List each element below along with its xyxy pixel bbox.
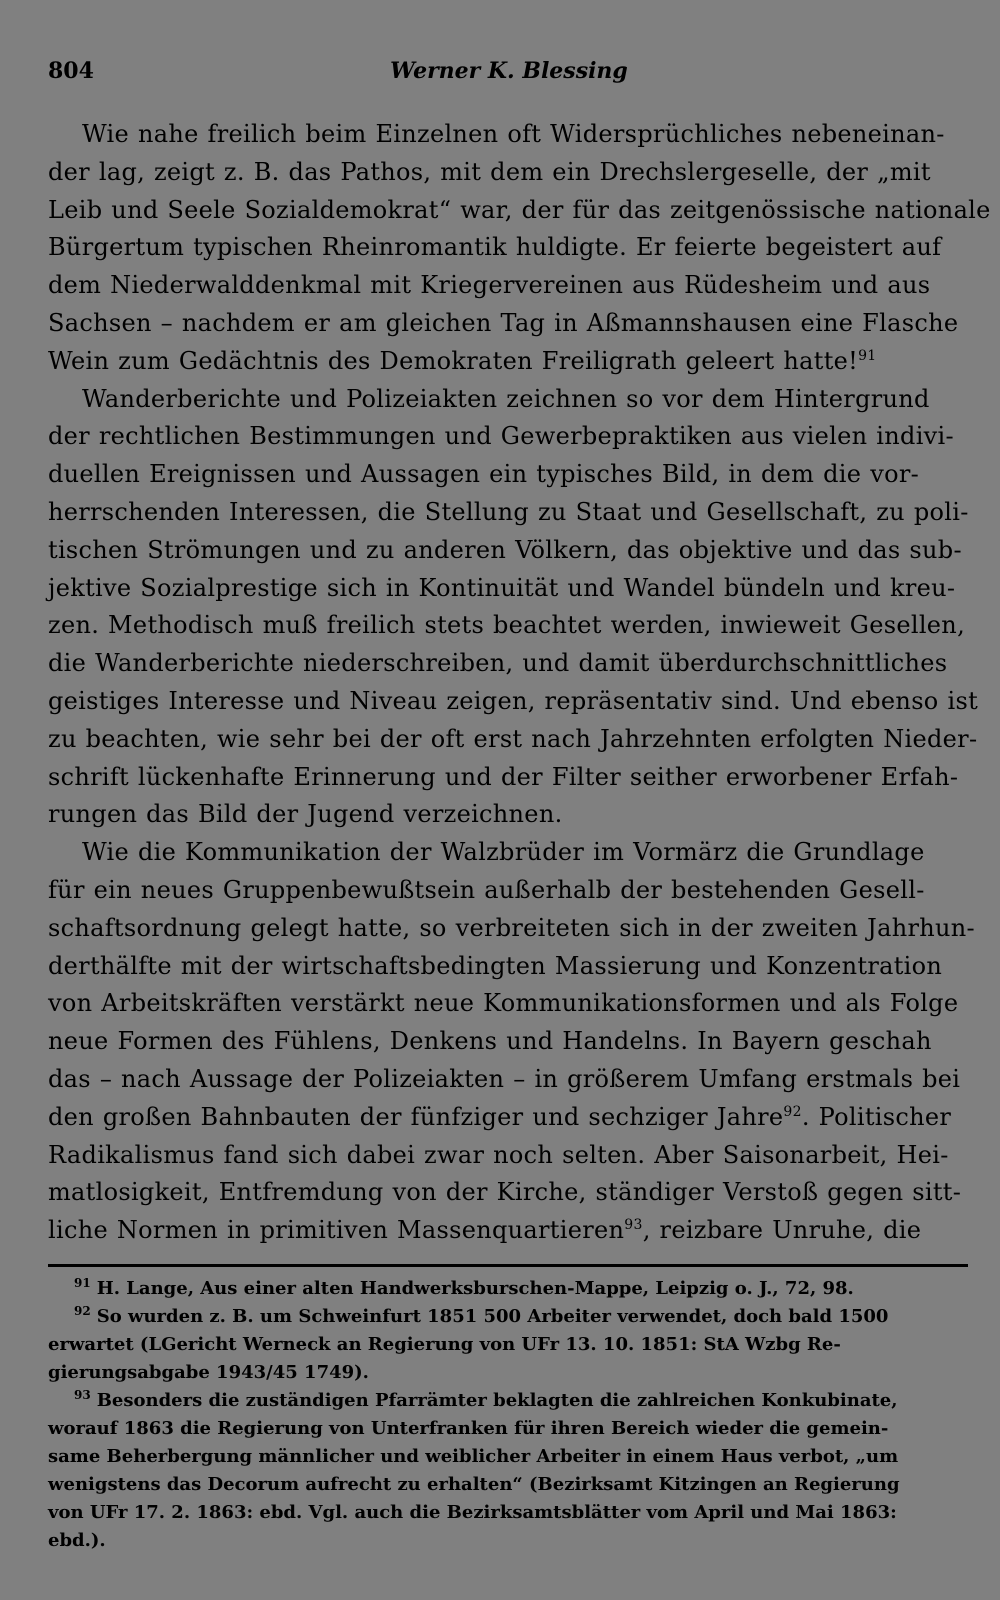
text-line	[48, 381, 970, 419]
footnote-line	[48, 1527, 970, 1555]
footnote-text: same Beherbergung männlicher und weiblicher Arbeiter in einem Haus verbot, „um	[48, 1445, 899, 1467]
text-line-content: zu beachten, wie sehr bei der oft erst nach Jahrzehnten erfolgten Nieder-	[48, 724, 978, 753]
footnote-marker: 92	[74, 1303, 91, 1318]
text-line-content: Bürgertum typischen Rheinromantik huldigte. Er feierte begeistert auf	[48, 233, 942, 262]
text-line-content: schrift lückenhafte Erinnerung und der Filter seither erworbener Erfah-	[48, 762, 959, 791]
text-line	[48, 229, 970, 267]
footnote-text: gierungsabgabe 1943/45 1749).	[48, 1361, 369, 1383]
footnote-line	[48, 1331, 970, 1359]
text-line	[48, 645, 970, 683]
text-line-content: die Wanderberichte niederschreiben, und damit überdurchschnittliches	[48, 649, 948, 678]
text-line-content: matlosigkeit, Entfremdung von der Kirche, ständiger Verstoß gegen sitt-	[48, 1178, 962, 1207]
footnote-line	[48, 1499, 970, 1527]
text-line-content: Wein zum Gedächtnis des Demokraten Freiligrath geleert hatte!	[48, 346, 859, 375]
footnote-text: H. Lange, Aus einer alten Handwerksburschen-Mappe, Leipzig o. J., 72, 98.	[96, 1277, 854, 1299]
text-line	[48, 192, 991, 230]
text-line-content: tischen Strömungen und zu anderen Völkern, das objektive und das sub-	[48, 535, 962, 564]
text-line	[48, 267, 970, 305]
text-line	[48, 456, 970, 494]
footnote-marker: 91	[74, 1275, 91, 1290]
text-line-continuation: . Politischer	[801, 1102, 952, 1131]
footnote-line	[48, 1275, 970, 1303]
text-line-content: der rechtlichen Bestimmungen und Gewerbepraktiken aus vielen indivi-	[48, 422, 954, 451]
text-line	[48, 1099, 970, 1137]
running-head	[48, 58, 970, 98]
text-line-continuation: , reizbare Unruhe, die	[642, 1216, 922, 1245]
text-line-content: Wie nahe freilich beim Einzelnen oft Widersprüchliches nebeneinan-	[82, 120, 945, 148]
text-line	[48, 532, 970, 570]
text-line-content: geistiges Interesse und Niveau zeigen, repräsentativ sind. Und ebenso ist	[48, 686, 979, 715]
text-line	[48, 116, 970, 154]
text-line-content: herrschenden Interessen, die Stellung zu Staat und Gesellschaft, zu poli-	[48, 497, 969, 526]
footnote-reference[interactable]: 92	[783, 1103, 802, 1120]
text-line-content: Wie die Kommunikation der Walzbrüder im Vormärz die Grundlage	[82, 838, 925, 867]
text-line-content: neue Formen des Fühlens, Denkens und Handelns. In Bayern geschah	[48, 1027, 932, 1056]
text-line-content: rungen das Bild der Jugend verzeichnen.	[48, 800, 563, 829]
text-line	[48, 796, 970, 834]
main-text	[48, 116, 991, 1250]
text-line	[48, 834, 970, 872]
text-line	[48, 418, 970, 456]
page-number: 804	[48, 58, 94, 84]
text-line-content: der lag, zeigt z. B. das Pathos, mit dem ein Drechslergeselle, der „mit	[48, 157, 931, 186]
text-line-content: dem Niederwalddenkmal mit Kriegervereinen aus Rüdesheim und aus	[48, 271, 931, 300]
footnote-separator-rule	[48, 1264, 968, 1267]
text-line-content: schaftsordnung gelegt hatte, so verbreiteten sich in der zweiten Jahrhun-	[48, 913, 975, 942]
footnote-text: wenigstens das Decorum aufrecht zu erhalten“ (Bezirksamt Kitzingen an Regierung	[48, 1473, 900, 1495]
text-line-content: liche Normen in primitiven Massenquartieren	[48, 1216, 625, 1245]
text-line	[48, 305, 970, 343]
text-line	[48, 1061, 970, 1099]
footnotes	[48, 1275, 970, 1555]
footnote-text: von UFr 17. 2. 1863: ebd. Vgl. auch die Bezirksamtsblätter vom April und Mai 1863:	[48, 1501, 897, 1523]
footnote-line	[48, 1415, 970, 1443]
text-line	[48, 683, 979, 721]
text-line	[48, 910, 975, 948]
text-line	[48, 721, 978, 759]
text-line-content: duellen Ereignissen und Aussagen ein typisches Bild, in dem die vor-	[48, 460, 919, 489]
footnote-text: worauf 1863 die Regierung von Unterfranken für ihren Bereich wieder die gemein-	[48, 1417, 889, 1439]
text-line	[48, 494, 970, 532]
text-line-content: das – nach Aussage der Polizeiakten – in größerem Umfang erstmals bei	[48, 1064, 961, 1093]
footnote-line	[48, 1387, 970, 1415]
text-line-content: Wanderberichte und Polizeiakten zeichnen so vor dem Hintergrund	[82, 384, 930, 413]
footnote-text: So wurden z. B. um Schweinfurt 1851 500 Arbeiter verwendet, doch bald 1500	[96, 1305, 889, 1327]
text-line	[48, 1174, 970, 1212]
footnote-reference[interactable]: 91	[858, 347, 877, 364]
running-title: Werner K. Blessing	[390, 58, 628, 84]
text-line-content: zen. Methodisch muß freilich stets beachtet werden, inwieweit Gesellen,	[48, 611, 965, 640]
text-line	[48, 1212, 970, 1250]
text-line-content: derthälfte mit der wirtschaftsbedingten Massierung und Konzentration	[48, 951, 943, 980]
footnote-line	[48, 1471, 970, 1499]
text-line-content: den großen Bahnbauten der fünfziger und sechziger Jahre	[48, 1102, 784, 1131]
text-line-content: Radikalismus fand sich dabei zwar noch selten. Aber Saisonarbeit, Hei-	[48, 1140, 949, 1169]
text-line	[48, 154, 970, 192]
footnote-text: Besonders die zuständigen Pfarrämter beklagten die zahlreichen Konkubinate,	[96, 1389, 898, 1411]
text-line	[48, 872, 970, 910]
text-line	[48, 570, 970, 608]
text-line-content: jektive Sozialprestige sich in Kontinuität und Wandel bündeln und kreu-	[48, 573, 956, 602]
footnote-reference[interactable]: 93	[624, 1217, 643, 1234]
text-line	[48, 985, 970, 1023]
footnote-text: erwartet (LGericht Werneck an Regierung von UFr 13. 10. 1851: StA Wzbg Re-	[48, 1333, 841, 1355]
footnote-line	[48, 1359, 970, 1387]
footnote-line	[48, 1443, 970, 1471]
text-line-content: für ein neues Gruppenbewußtsein außerhalb der bestehenden Gesell-	[48, 875, 925, 904]
footnote-line	[48, 1303, 970, 1331]
text-line-content: Leib und Seele Sozialdemokrat“ war, der für das zeitgenössische nationale	[48, 195, 991, 224]
footnote-marker: 93	[74, 1387, 91, 1402]
text-line	[48, 343, 970, 381]
text-line-content: von Arbeitskräften verstärkt neue Kommunikationsformen und als Folge	[48, 989, 959, 1018]
text-line	[48, 948, 970, 986]
text-line-content: Sachsen – nachdem er am gleichen Tag in Aßmannshausen eine Flasche	[48, 308, 959, 337]
text-line	[48, 759, 970, 797]
text-line	[48, 607, 970, 645]
text-line	[48, 1023, 970, 1061]
footnote-text: ebd.).	[48, 1529, 106, 1551]
text-line	[48, 1137, 970, 1175]
